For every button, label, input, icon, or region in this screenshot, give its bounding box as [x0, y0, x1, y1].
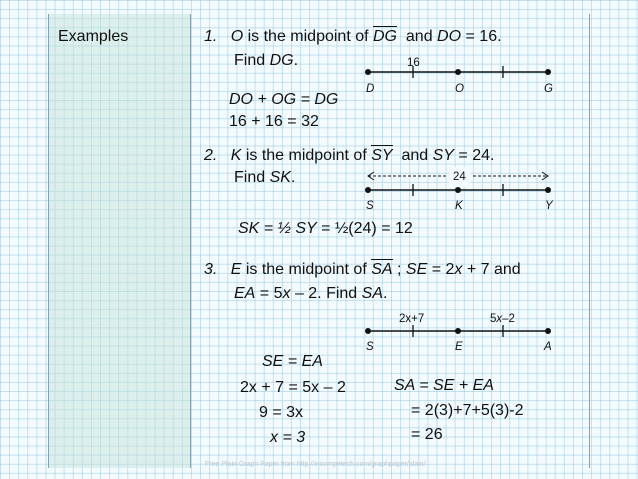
example-3-point-e: E [455, 341, 463, 353]
example-2-and: and [401, 147, 429, 164]
example-3-left-work-3: 9 = 3x [259, 404, 304, 421]
example-3-se-rest: + 7 and [466, 261, 521, 278]
example-2-period: . [290, 169, 296, 186]
example-1-find-word: Find [234, 52, 266, 69]
example-3-period: . [383, 285, 388, 302]
example-3-ea-var: EA [234, 285, 256, 302]
example-3-find-var: SA [361, 285, 383, 302]
example-2-work-b: = ½(24) = 12 [316, 220, 413, 237]
example-3-semicolon: ; [397, 261, 402, 278]
example-2-point-k: K [455, 200, 463, 212]
example-1-given-val: = 16. [465, 28, 502, 45]
example-1-point-d: D [366, 83, 375, 95]
example-2-given-var: SY [432, 147, 454, 164]
example-3-number: 3. [204, 261, 218, 278]
example-2-find-var: SK [269, 169, 291, 186]
example-2-segment: SY [371, 147, 393, 164]
examples-heading: Examples [58, 28, 129, 45]
example-2-find-word: Find [234, 169, 266, 186]
example-3-segment: SA [371, 261, 393, 278]
example-3-text: is the midpoint of [245, 261, 367, 278]
example-3-right-work-3: = 26 [411, 426, 443, 443]
example-3-ea-eq: = 5 [259, 285, 283, 302]
example-3-se-var: SE [405, 261, 428, 278]
example-3-label-right-x: x [496, 313, 503, 325]
example-3-right-work-2: = 2(3)+7+5(3)-2 [411, 402, 524, 419]
example-3-label-right-a: 5 [490, 313, 497, 325]
example-3-left-work-4: x = 3 [270, 429, 306, 446]
example-2-work-a: SK = ½ SY [238, 220, 317, 237]
example-3-point: E [230, 261, 242, 278]
example-1-period: . [293, 52, 299, 69]
example-3-label-left: 2x+7 [399, 313, 425, 325]
example-3-se-eq: = 2 [431, 261, 455, 278]
example-3-left-work-2: 2x + 7 = 5x – 2 [240, 379, 346, 396]
example-2-number-line [365, 172, 551, 196]
example-1-number: 1. [204, 28, 218, 45]
example-1-number-line [365, 66, 551, 78]
example-2-point: K [230, 147, 242, 164]
example-3-label-right-b: –2 [502, 313, 515, 325]
example-1-point-o: O [455, 83, 464, 95]
example-3-point-a: A [544, 341, 552, 353]
example-1-work-line-2: 16 + 16 = 32 [229, 113, 319, 130]
example-3-right-work-1: SA = SE + EA [394, 377, 494, 394]
example-1-given-var: DO [437, 28, 462, 45]
example-1-point: O [230, 28, 244, 45]
example-1-work-line-1: DO + OG = DG [229, 91, 339, 108]
example-1-find-var: DG [269, 52, 294, 69]
example-2-point-s: S [366, 200, 374, 212]
example-2-given-val: = 24. [458, 147, 495, 164]
example-3-number-line [365, 325, 551, 337]
example-1-segment: DG [373, 28, 397, 45]
example-1-point-g: G [544, 83, 553, 95]
example-1-line-label: 16 [407, 57, 420, 69]
example-3-x1: x [454, 261, 463, 278]
example-2-point-y: Y [545, 200, 553, 212]
example-2-text: is the midpoint of [245, 147, 367, 164]
example-2-number: 2. [204, 147, 218, 164]
example-3-left-work-1: SE = EA [262, 353, 323, 370]
footer-credit: Free Plain Graph Paper from http://incompetech.com/graphpaper/plain/ [205, 461, 426, 468]
example-1-and: and [405, 28, 433, 45]
example-3-ea-rest: – 2. Find [294, 285, 358, 302]
example-3-x2: x [282, 285, 291, 302]
example-3-point-s: S [366, 341, 374, 353]
example-1-text: is the midpoint of [247, 28, 369, 45]
example-2-line-label: 24 [449, 167, 470, 187]
